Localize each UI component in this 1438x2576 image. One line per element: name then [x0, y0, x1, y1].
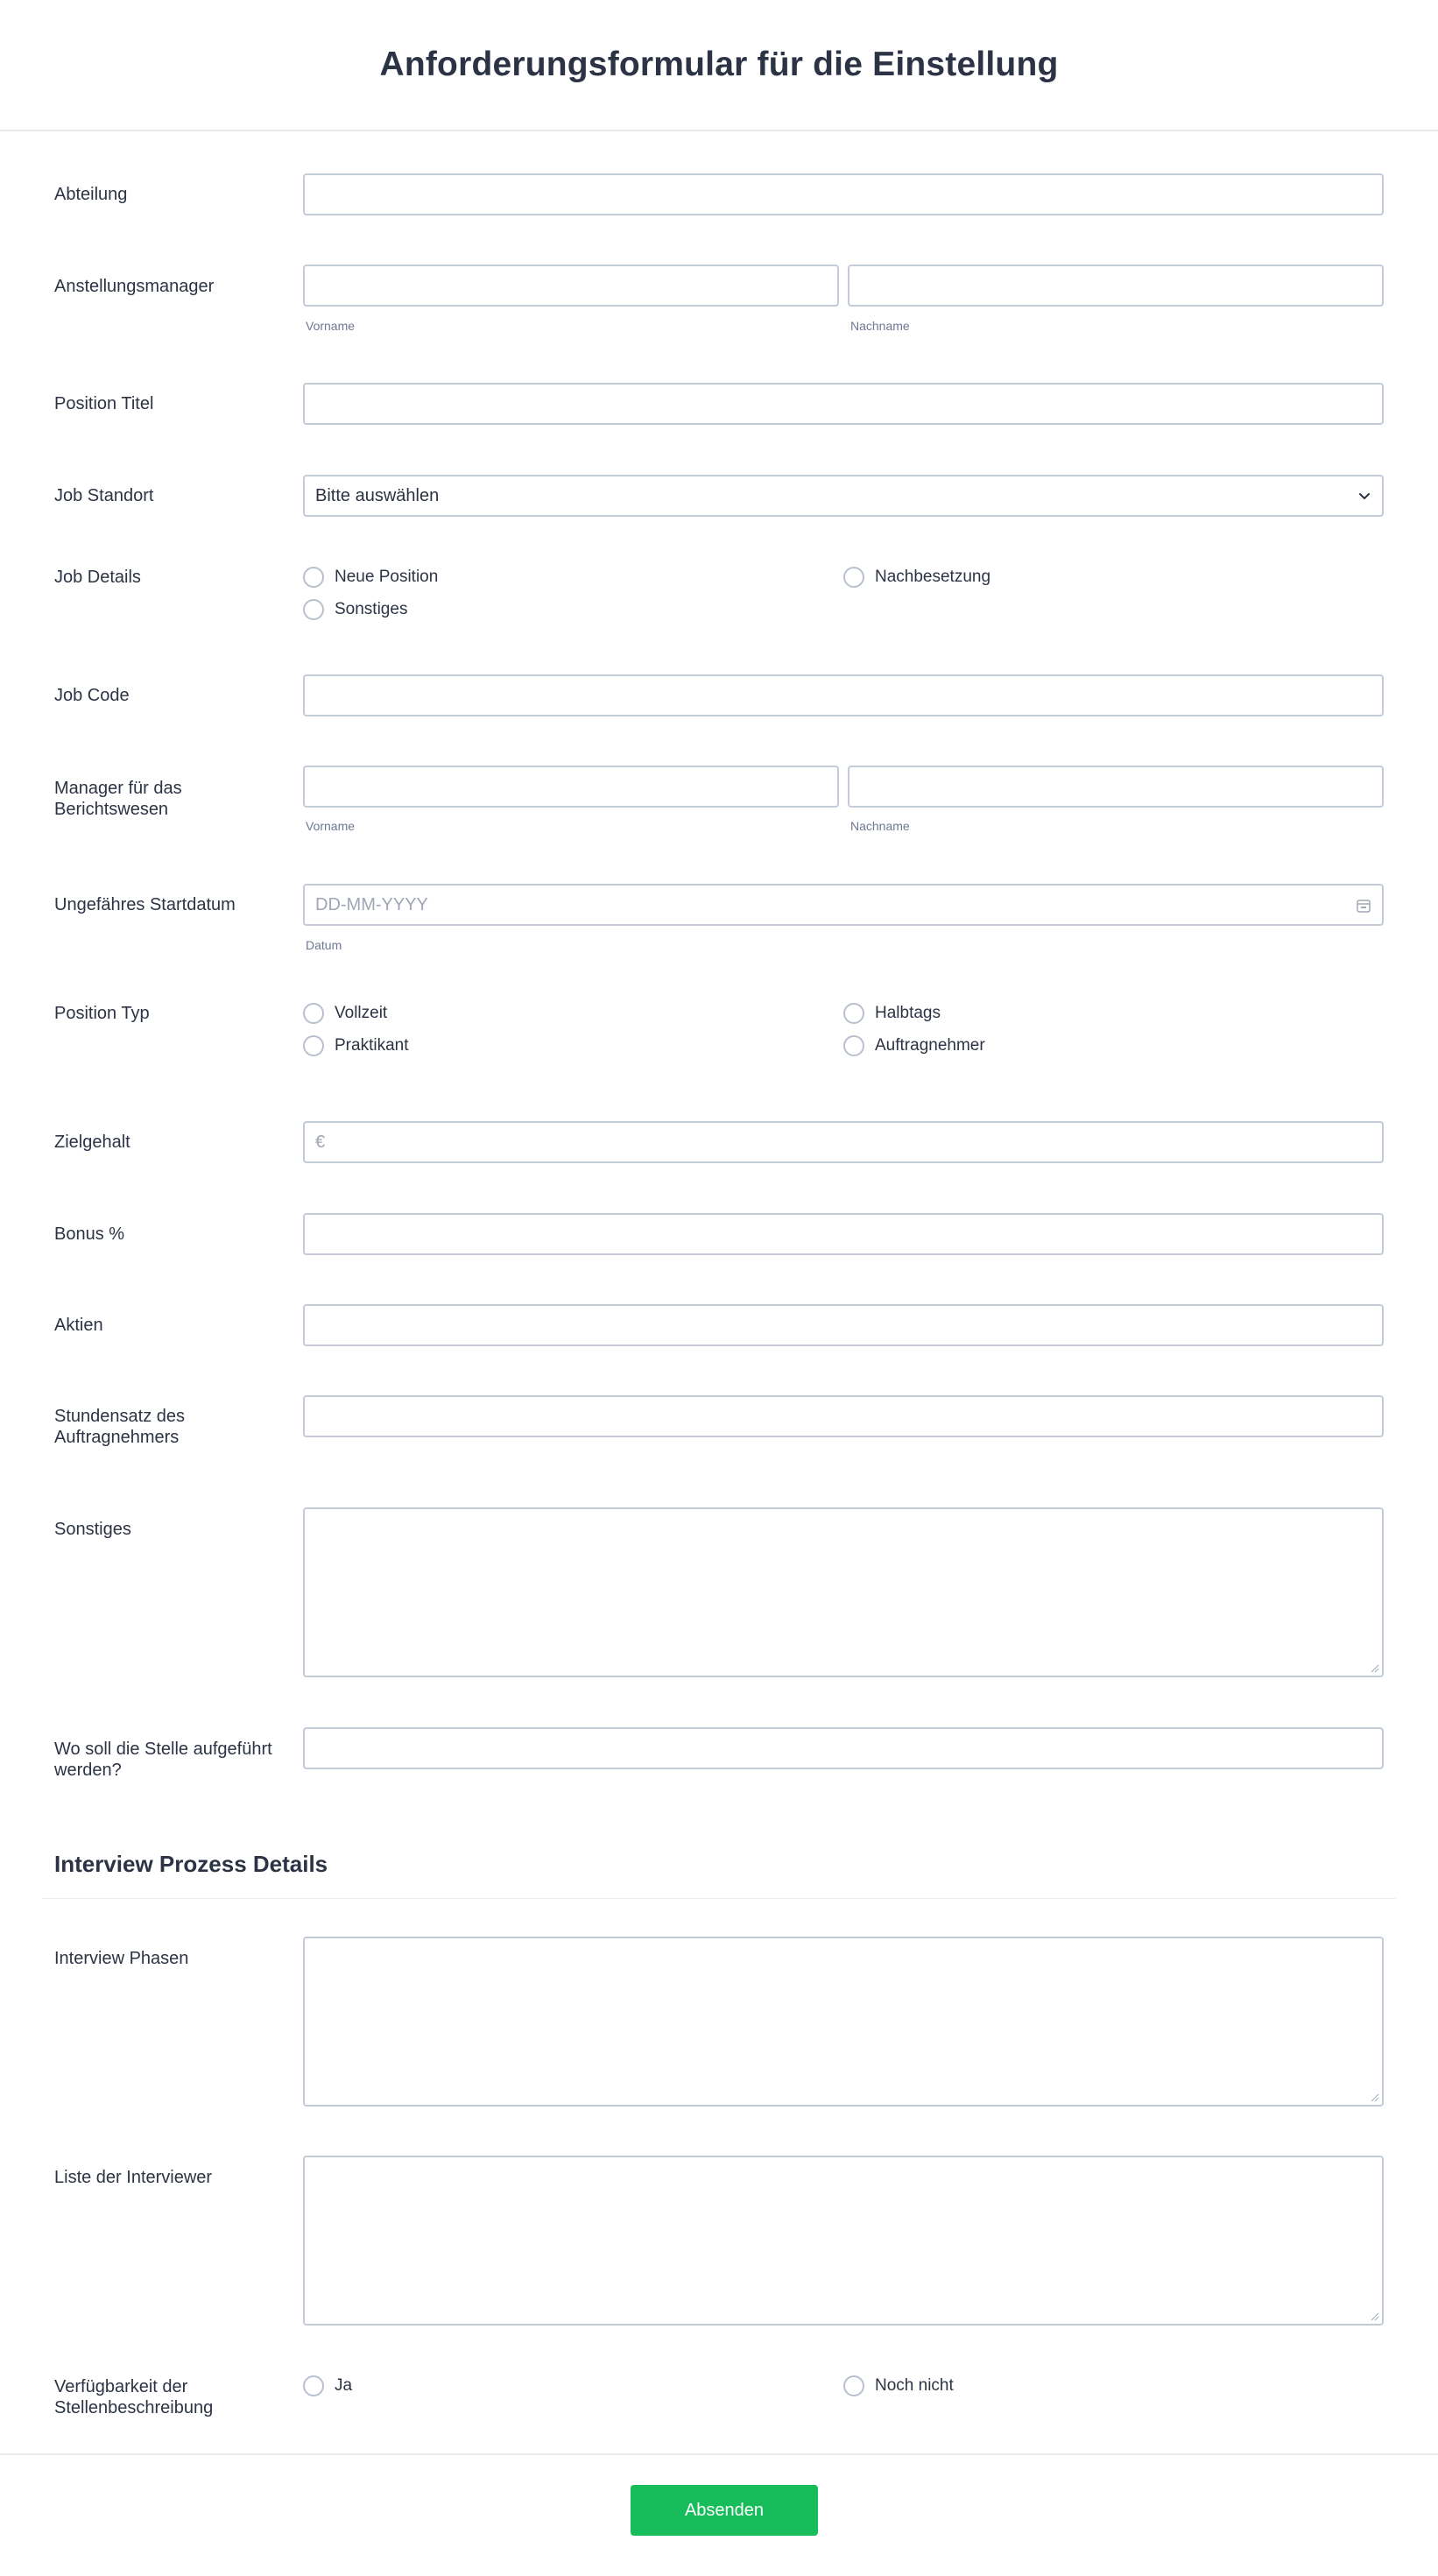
- zielgehalt-label: Zielgehalt: [54, 1133, 130, 1152]
- stundensatz-label-line1: Stundensatz des: [54, 1407, 185, 1426]
- section-divider: [42, 1898, 1396, 1899]
- manager-berichtswesen-first-name-sublabel: Vorname: [306, 819, 356, 833]
- footer-divider: [0, 2453, 1438, 2455]
- manager-berichtswesen-label-line2: Berichtswesen: [54, 800, 169, 819]
- sonstiges-textarea[interactable]: [303, 1507, 1384, 1677]
- job-code-label: Job Code: [54, 686, 130, 705]
- resize-handle-icon[interactable]: [1371, 2093, 1379, 2102]
- form-header: [0, 0, 1438, 131]
- stundensatz-label: [54, 1406, 291, 1448]
- resize-handle-icon[interactable]: [1371, 1664, 1379, 1673]
- aufgefuehrt-input[interactable]: [303, 1727, 1384, 1769]
- radio-label: Sonstiges: [335, 600, 408, 618]
- aktien-input[interactable]: [303, 1304, 1384, 1346]
- calendar-icon[interactable]: [1356, 898, 1371, 914]
- radio-label: Nachbesetzung: [875, 568, 991, 586]
- radio-circle[interactable]: [843, 2375, 864, 2396]
- job-standort-selected-value: Bitte auswählen: [315, 486, 440, 505]
- aufgefuehrt-label-line2: werden?: [54, 1761, 122, 1780]
- radio-label: Praktikant: [335, 1036, 409, 1055]
- chevron-down-icon: [1357, 489, 1371, 503]
- stundensatz-input[interactable]: [303, 1395, 1384, 1437]
- manager-berichtswesen-last-name-input[interactable]: [848, 766, 1384, 808]
- position-typ-option-praktikant[interactable]: [303, 1035, 408, 1056]
- radio-circle[interactable]: [303, 599, 324, 620]
- interview-phasen-label: Interview Phasen: [54, 1949, 189, 1968]
- radio-label: Ja: [335, 2376, 353, 2395]
- radio-label: Neue Position: [335, 568, 439, 586]
- radio-label: Auftragnehmer: [875, 1036, 985, 1055]
- bonus-input[interactable]: [303, 1213, 1384, 1255]
- position-typ-option-halbtags[interactable]: [843, 1003, 941, 1024]
- abteilung-input[interactable]: [303, 173, 1384, 215]
- submit-button[interactable]: Absenden: [631, 2485, 818, 2536]
- interviewer-list-textarea[interactable]: [303, 2156, 1384, 2325]
- job-standort-label: Job Standort: [54, 486, 154, 505]
- job-details-option-nachbesetzung[interactable]: [843, 567, 990, 588]
- aufgefuehrt-label-line1: Wo soll die Stelle aufgeführt: [54, 1740, 272, 1759]
- interview-phasen-textarea[interactable]: [303, 1937, 1384, 2107]
- aufgefuehrt-label: [54, 1739, 291, 1781]
- radio-label: Vollzeit: [335, 1004, 388, 1022]
- verfuegbarkeit-label: [54, 2376, 291, 2418]
- manager-berichtswesen-label-line1: Manager für das: [54, 779, 182, 798]
- job-code-input[interactable]: [303, 674, 1384, 716]
- radio-label: Noch nicht: [875, 2376, 954, 2395]
- anstellungsmanager-last-name-sublabel: Nachname: [850, 319, 910, 333]
- manager-berichtswesen-last-name-sublabel: Nachname: [850, 819, 910, 833]
- radio-circle[interactable]: [303, 2375, 324, 2396]
- radio-circle[interactable]: [843, 567, 864, 588]
- anstellungsmanager-first-name-input[interactable]: [303, 265, 839, 307]
- verfuegbarkeit-option-ja[interactable]: [303, 2375, 352, 2396]
- radio-circle[interactable]: [843, 1035, 864, 1056]
- job-details-option-neue-position[interactable]: [303, 567, 438, 588]
- interviewer-list-label: Liste der Interviewer: [54, 2168, 213, 2187]
- anstellungsmanager-last-name-input[interactable]: [848, 265, 1384, 307]
- aktien-label: Aktien: [54, 1316, 103, 1335]
- radio-label: Halbtags: [875, 1004, 941, 1022]
- position-titel-label: Position Titel: [54, 394, 154, 413]
- position-typ-label: Position Typ: [54, 1004, 150, 1023]
- verfuegbarkeit-label-line1: Verfügbarkeit der: [54, 2377, 188, 2396]
- abteilung-label: Abteilung: [54, 185, 128, 204]
- startdatum-sublabel: Datum: [306, 938, 342, 952]
- zielgehalt-input[interactable]: [303, 1121, 1384, 1163]
- startdatum-placeholder: DD-MM-YYYY: [315, 895, 428, 914]
- position-typ-option-vollzeit[interactable]: [303, 1003, 387, 1024]
- startdatum-input[interactable]: [303, 884, 1384, 926]
- radio-circle[interactable]: [303, 567, 324, 588]
- form-title: Anforderungsformular für die Einstellung: [379, 45, 1059, 83]
- bonus-label: Bonus %: [54, 1224, 125, 1244]
- job-standort-select[interactable]: [303, 475, 1384, 517]
- stundensatz-label-line2: Auftragnehmers: [54, 1428, 180, 1447]
- position-typ-option-auftragnehmer[interactable]: [843, 1035, 985, 1056]
- startdatum-label: Ungefähres Startdatum: [54, 895, 236, 914]
- manager-berichtswesen-label: [54, 778, 291, 820]
- job-details-label: Job Details: [54, 568, 141, 587]
- job-details-option-sonstiges[interactable]: [303, 599, 407, 620]
- sonstiges-label: Sonstiges: [54, 1520, 131, 1539]
- radio-circle[interactable]: [303, 1035, 324, 1056]
- resize-handle-icon[interactable]: [1371, 2312, 1379, 2321]
- radio-circle[interactable]: [843, 1003, 864, 1024]
- anstellungsmanager-first-name-sublabel: Vorname: [306, 319, 356, 333]
- anstellungsmanager-label: Anstellungsmanager: [54, 277, 215, 296]
- position-titel-input[interactable]: [303, 383, 1384, 425]
- verfuegbarkeit-label-line2: Stellenbeschreibung: [54, 2398, 214, 2417]
- manager-berichtswesen-first-name-input[interactable]: [303, 766, 839, 808]
- zielgehalt-currency-placeholder: €: [315, 1133, 326, 1152]
- interview-section-title: Interview Prozess Details: [54, 1851, 328, 1877]
- radio-circle[interactable]: [303, 1003, 324, 1024]
- verfuegbarkeit-option-noch-nicht[interactable]: [843, 2375, 954, 2396]
